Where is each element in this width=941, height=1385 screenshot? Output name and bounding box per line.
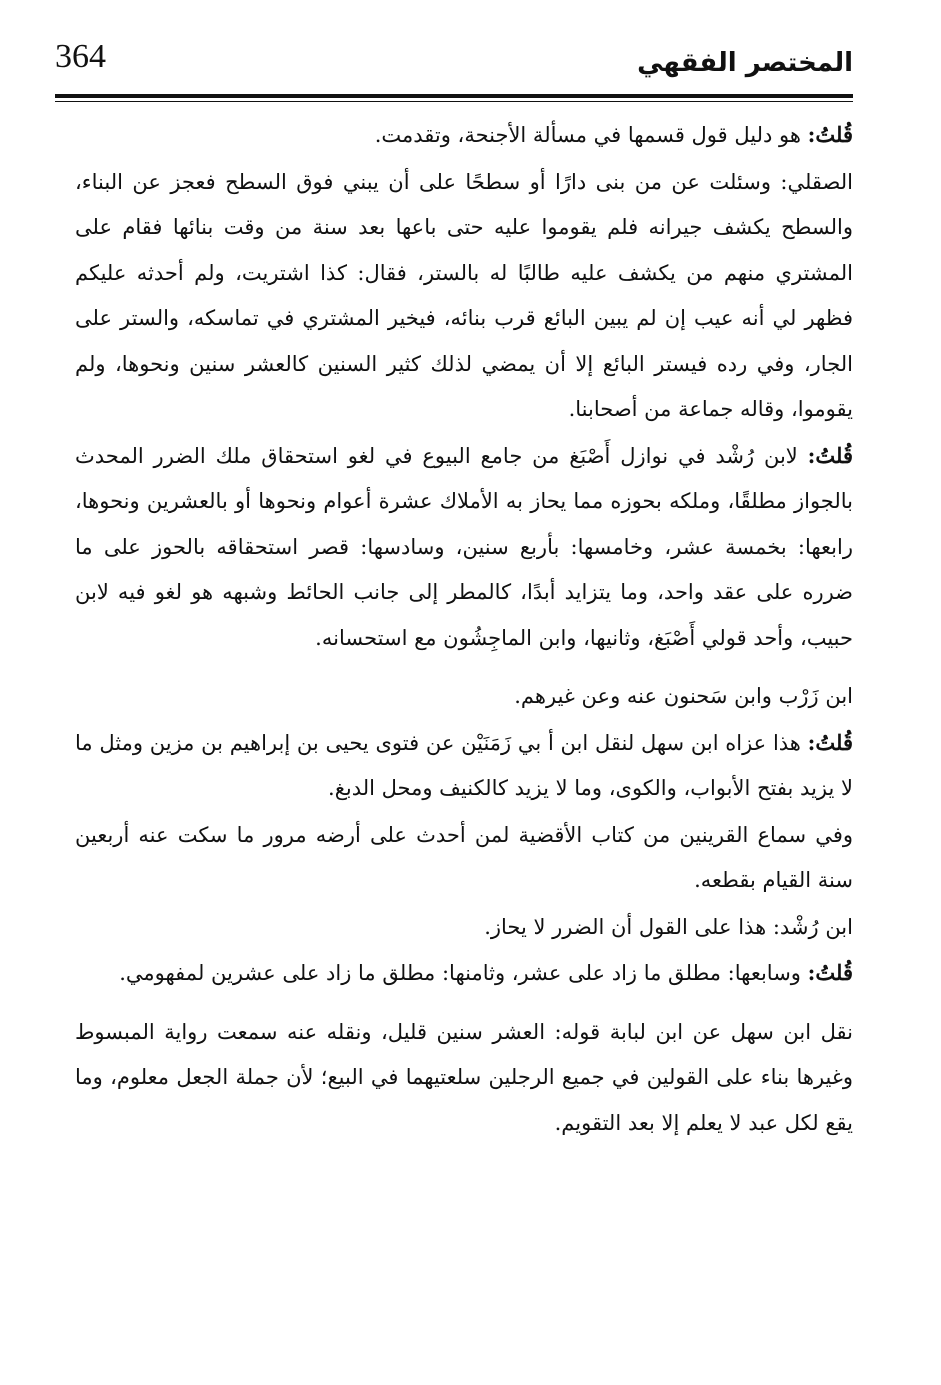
paragraph-8 <box>75 950 853 997</box>
paragraph-lead: قُلتُ: <box>807 960 853 985</box>
paragraph-gap <box>75 997 853 1009</box>
paragraph-text: هو دليل قول قسمها في مسألة الأجنحة، وتقدمت. <box>374 123 808 147</box>
paragraph-lead: قُلتُ: <box>807 442 853 468</box>
paragraph-lead: قُلتُ: <box>807 729 853 755</box>
header-rule-thick <box>55 94 853 98</box>
paragraph-1 <box>75 112 853 159</box>
paragraph-lead: قُلتُ: <box>807 122 853 147</box>
body-text <box>75 112 853 1146</box>
paragraph-2 <box>75 159 853 433</box>
paragraph-text: وفي سماع القرينين من كتاب الأقضية لمن أحدث على أرضه مرور ما سكت عنه أربعين سنة القيام بقطعه. <box>75 822 853 892</box>
paragraph-6 <box>75 812 853 904</box>
paragraph-text: نقل ابن سهل عن ابن لبابة قوله: العشر سنين قليل، ونقله عنه سمعت رواية المبسوط وغيرها بناء على القولين في جميع الرجلين سلعتيهما في البيع؛ لأن جملة الجعل معلوم، وما يقع لكل عبد لا يعلم إلا بعد التقويم. <box>75 1019 853 1135</box>
paragraph-text: وسابعها: مطلق ما زاد على عشر، وثامنها: مطلق ما زاد على عشرين لمفهومي. <box>119 961 808 985</box>
paragraph-3 <box>75 433 853 662</box>
paragraph-text: الصقلي: وسئلت عن من بنى دارًا أو سطحًا على أن يبني فوق السطح فعجز عن البناء، والسطح يكشف جيرانه فلم يقوموا عليه حتى باعها بعد سنة من وقت بنائها فقام على المشتري منهم من يكشف عليه طالبًا له بالستر، فقال: كذا اشتريت، ولم أحدثه عليكم فظهر لي أنه عيب إن لم يبين البائع قرب بنائه، فيخير المشتري في تماسكه، والستر على الجار، وفي رده فيستر البائع إلا أن يمضي لذلك كثير السنين كالعشر سنين ونحوها، ولم يقوموا، وقاله جماعة من أصحابنا. <box>75 169 853 421</box>
paragraph-text: لابن رُشْد في نوازل أَصْبَغ من جامع البيوع في لغو استحقاق ملك الضرر المحدث بالجواز مطلقًا، وملكه بحوزه مما يحاز به الأملاك عشرة أعوام ونحوها أو بالعشرين ونحوها، رابعها: بخمسة عشر، وخامسها: بأربع سنين، وسادسها: قصر استحقاقه بالحوز على ما ضرره على عقد واحد، وما يتزايد أبدًا، كالمطر إلى جانب الحائط وشبهه هو لغو فيه لابن حبيب، وأحد قولي أَصْبَغ، وثانيها، وابن الماجِشُون مع استحسانه. <box>75 443 854 650</box>
paragraph-5 <box>75 720 853 812</box>
paragraph-9 <box>75 1009 853 1147</box>
paragraph-text: ابن زَرْب وابن سَحنون عنه وعن غيرهم. <box>514 684 853 708</box>
header-rule-thin <box>55 101 853 102</box>
page-number: 364 <box>55 38 106 75</box>
paragraph-4 <box>75 673 853 720</box>
paragraph-text: هذا عزاه ابن سهل لنقل ابن أ بي زَمَنَيْن عن فتوى يحيى بن إبراهيم بن مزين ومثل ما لا يزيد بفتح الأبواب، والكوى، وما لا يزيد كالكنيف ومحل الدبغ. <box>75 730 853 800</box>
paragraph-text: ابن رُشْد: هذا على القول أن الضرر لا يحاز. <box>484 914 853 939</box>
paragraph-7 <box>75 904 853 951</box>
page-header <box>55 30 853 90</box>
running-title: المختصر الفقهي <box>637 48 853 78</box>
paragraph-gap <box>75 661 853 673</box>
